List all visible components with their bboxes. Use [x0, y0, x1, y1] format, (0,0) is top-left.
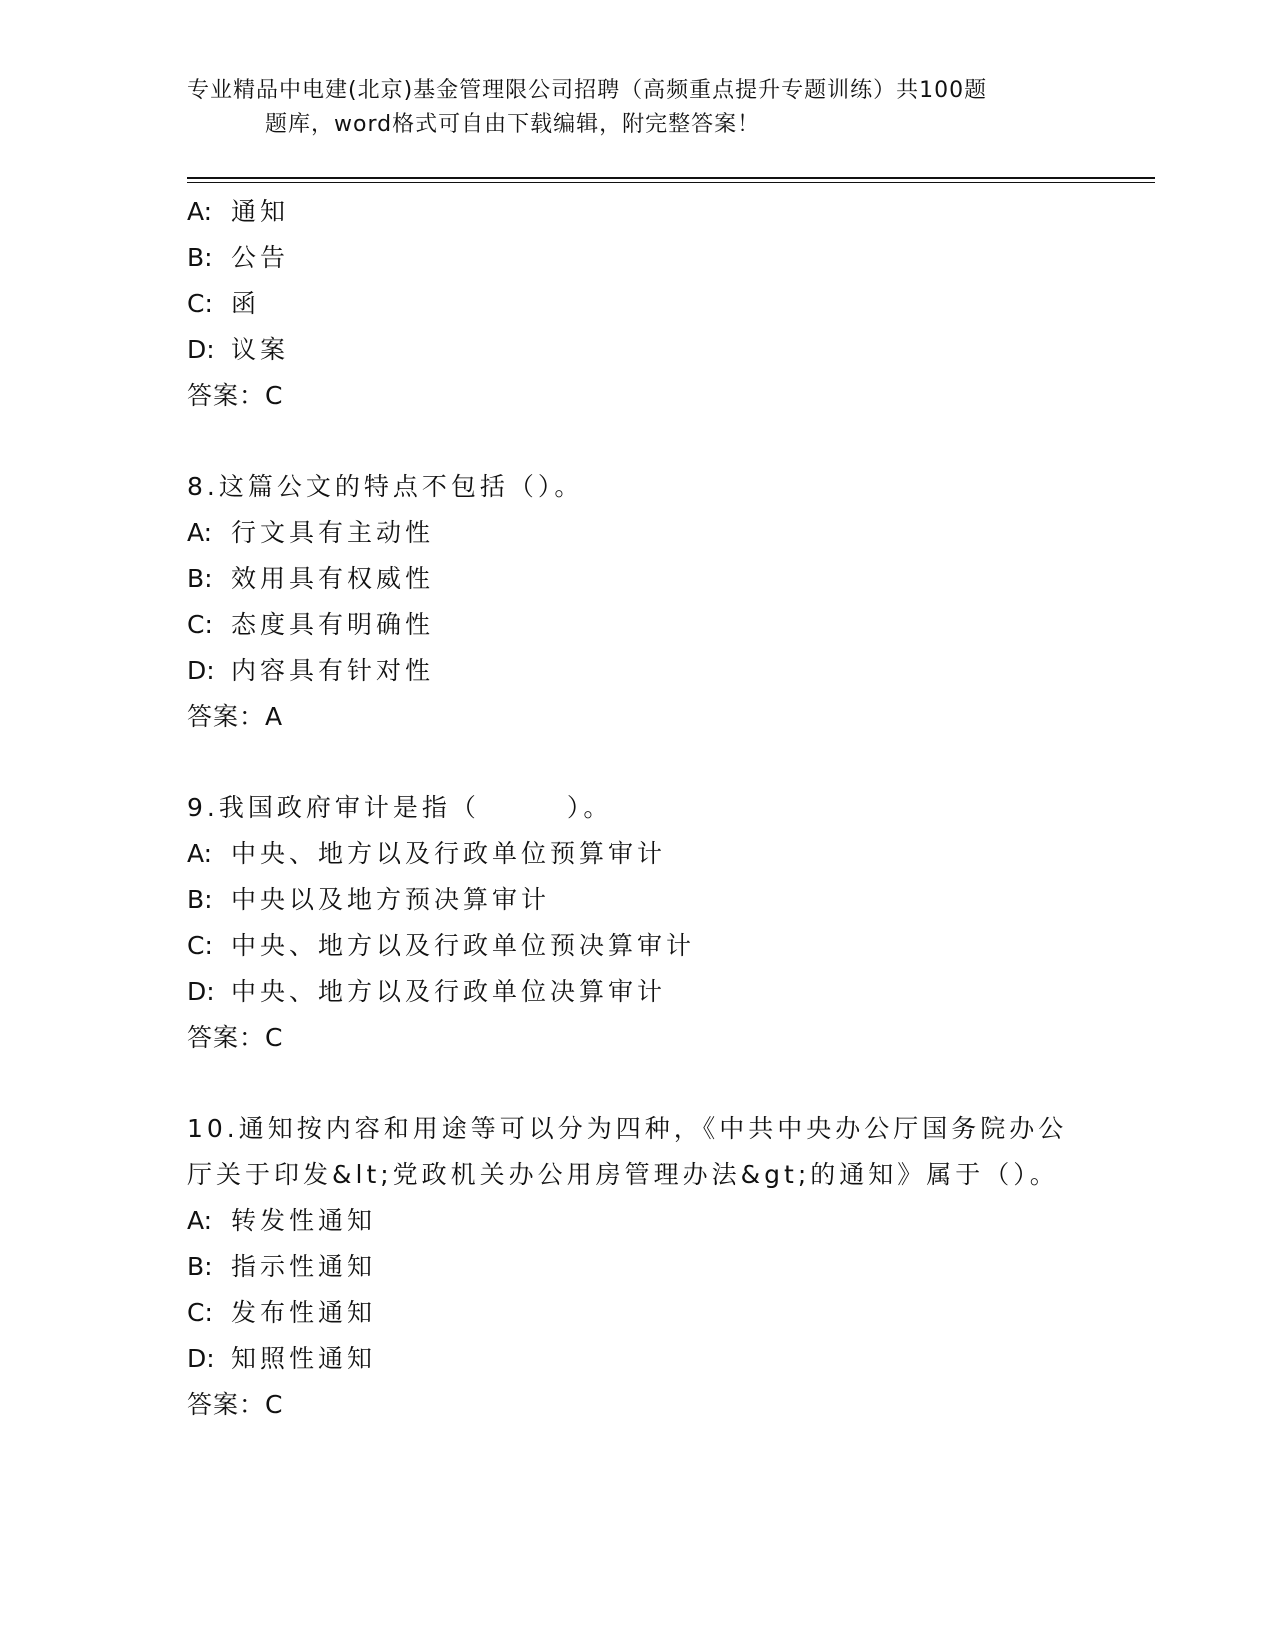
option-d: D: 知照性通知 [187, 1344, 377, 1373]
answer: 答案：C [187, 1023, 284, 1052]
question-9 [187, 785, 1087, 1061]
option-a: A: 中央、地方以及行政单位预算审计 [187, 839, 667, 868]
question-8 [187, 464, 1087, 740]
question-text: 9.我国政府审计是指（ ）。 [187, 793, 613, 822]
header-title-line-2: 题库，word格式可自由下载编辑，附完整答案！ [265, 112, 761, 137]
option-c: C: 态度具有明确性 [187, 610, 435, 639]
question-list [187, 189, 1087, 1428]
header-rule-thin [187, 182, 1155, 183]
answer: 答案：A [187, 702, 284, 731]
answer: 答案：C [187, 1390, 284, 1419]
header-title-line-1: 专业精品中电建(北京)基金管理限公司招聘（高频重点提升专题训练）共100题 [187, 78, 988, 103]
header-rule-thick [187, 177, 1155, 179]
question-text: 8.这篇公文的特点不包括（）。 [187, 472, 584, 501]
option-d: D: 内容具有针对性 [187, 656, 435, 685]
option-c: C: 发布性通知 [187, 1298, 377, 1327]
option-a: A: 行文具有主动性 [187, 518, 435, 547]
answer: 答案：C [187, 381, 284, 410]
option-c: C: 函 [187, 289, 261, 318]
option-a: A: 通知 [187, 197, 290, 226]
question-text-line-2: 厅关于印发&lt;党政机关办公用房管理办法&gt;的通知》属于（）。 [187, 1160, 1059, 1189]
question-7 [187, 189, 1087, 419]
option-b: B: 效用具有权威性 [187, 564, 435, 593]
option-d: D: 议案 [187, 335, 290, 364]
question-10 [187, 1106, 1087, 1428]
option-d: D: 中央、地方以及行政单位决算审计 [187, 977, 667, 1006]
option-b: B: 公告 [187, 243, 290, 272]
question-text-line-1: 10.通知按内容和用途等可以分为四种，《中共中央办公厅国务院办公 [187, 1114, 1068, 1143]
option-b: B: 中央以及地方预决算审计 [187, 885, 551, 914]
option-c: C: 中央、地方以及行政单位预决算审计 [187, 931, 696, 960]
option-a: A: 转发性通知 [187, 1206, 377, 1235]
option-b: B: 指示性通知 [187, 1252, 377, 1281]
document-header [187, 74, 1087, 142]
